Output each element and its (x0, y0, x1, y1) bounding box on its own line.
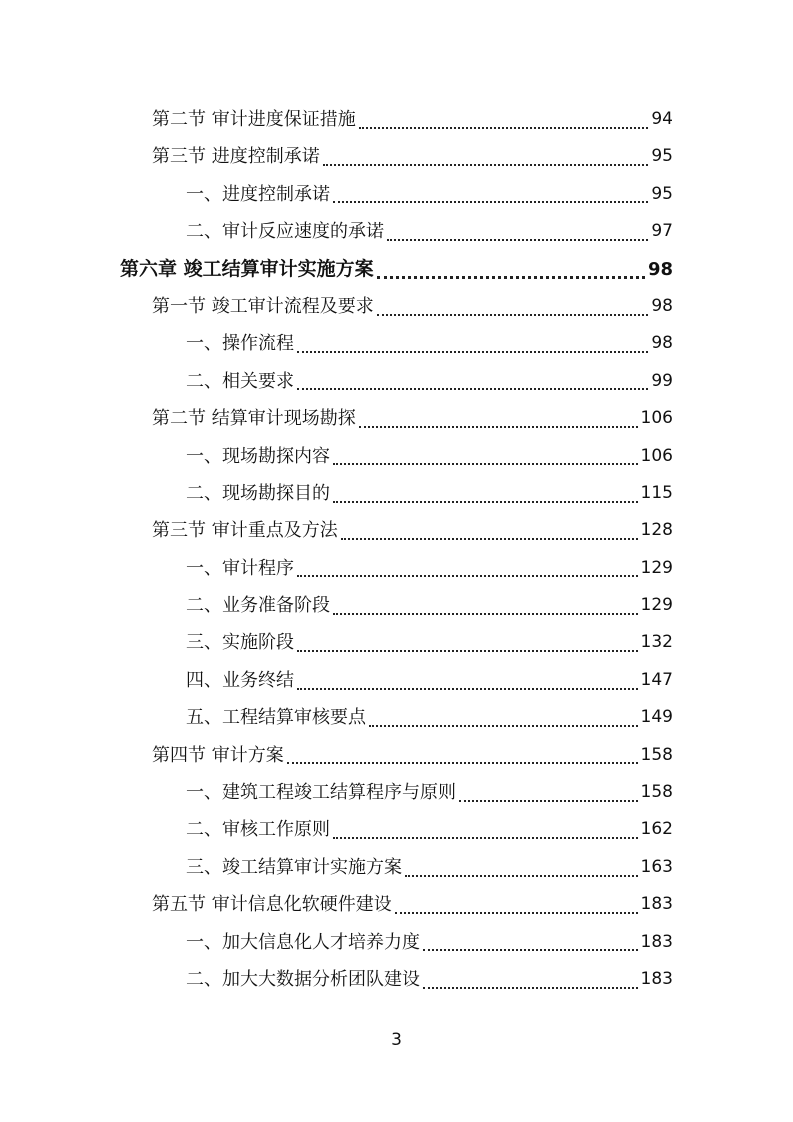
dot-leader (333, 837, 638, 839)
toc-entry[interactable] (0, 363, 793, 400)
dot-leader (297, 388, 648, 390)
toc-entry-label: 第二节 审计进度保证措施 (152, 109, 356, 130)
toc-entry-page: 97 (651, 221, 673, 242)
toc-entry[interactable] (0, 849, 793, 886)
dot-leader (377, 314, 649, 316)
toc-entry-label: 三、竣工结算审计实施方案 (186, 856, 402, 878)
toc-entry-page: 158 (640, 744, 673, 765)
toc-entry-page: 149 (640, 707, 673, 728)
toc-entry-page: 183 (640, 968, 673, 989)
dot-leader (333, 613, 638, 615)
toc-entry-label: 四、业务终结 (186, 669, 294, 691)
dot-leader (297, 688, 638, 690)
toc-entry-page: 183 (640, 894, 673, 915)
dot-leader (405, 875, 638, 877)
dot-leader (333, 463, 638, 465)
toc-entry-page: 98 (651, 295, 673, 316)
toc-entry[interactable] (0, 662, 793, 699)
toc-entry[interactable] (0, 587, 793, 624)
toc-entry[interactable] (0, 924, 793, 961)
dot-leader (369, 725, 638, 727)
dot-leader (297, 575, 638, 577)
toc-entry-page: 163 (640, 856, 673, 877)
toc-entry-page: 147 (640, 669, 673, 690)
toc-entry[interactable] (0, 176, 793, 213)
toc-entry-page: 98 (647, 258, 673, 280)
toc-entry-page: 115 (640, 482, 673, 503)
dot-leader (395, 912, 638, 914)
toc-entry-label: 第三节 进度控制承诺 (152, 146, 320, 168)
dot-leader (459, 800, 638, 802)
toc-entry-label: 一、进度控制承诺 (186, 183, 330, 205)
toc-entry-page: 158 (640, 782, 673, 803)
toc-entry-label: 第四节 审计方案 (152, 744, 284, 766)
toc-entry[interactable] (0, 138, 793, 175)
table-of-contents (0, 101, 793, 998)
toc-entry[interactable] (0, 624, 793, 661)
dot-leader (333, 201, 648, 203)
toc-entry[interactable] (0, 288, 793, 325)
toc-entry[interactable] (0, 213, 793, 250)
dot-leader (341, 538, 638, 540)
toc-entry[interactable] (0, 737, 793, 774)
toc-entry-page: 95 (651, 146, 673, 167)
dot-leader (377, 276, 645, 279)
toc-entry-page: 106 (640, 445, 673, 466)
toc-entry-page: 128 (640, 520, 673, 541)
dot-leader (297, 650, 638, 652)
toc-entry-label: 一、审计程序 (186, 557, 294, 579)
dot-leader (323, 164, 649, 166)
toc-entry[interactable] (0, 774, 793, 811)
toc-entry-page: 162 (640, 819, 673, 840)
toc-entry-label: 五、工程结算审核要点 (186, 707, 366, 729)
dot-leader (387, 239, 648, 241)
toc-entry[interactable] (0, 811, 793, 848)
toc-entry[interactable] (0, 886, 793, 923)
toc-entry-page: 98 (651, 333, 673, 354)
toc-entry-label: 二、业务准备阶段 (186, 595, 330, 617)
toc-entry-page: 129 (640, 595, 673, 616)
toc-entry-label: 一、建筑工程竣工结算程序与原则 (186, 782, 456, 804)
toc-entry-label: 一、操作流程 (186, 333, 294, 355)
toc-entry-label: 二、审核工作原则 (186, 819, 330, 841)
toc-entry[interactable] (0, 512, 793, 549)
toc-entry-page: 106 (640, 408, 673, 429)
toc-entry[interactable] (0, 475, 793, 512)
toc-entry[interactable] (0, 438, 793, 475)
page-number: 3 (391, 1030, 402, 1050)
toc-entry-label: 二、加大大数据分析团队建设 (186, 968, 420, 990)
toc-entry-label: 第六章 竣工结算审计实施方案 (120, 257, 374, 280)
toc-entry-label: 三、实施阶段 (186, 632, 294, 654)
toc-entry[interactable] (0, 251, 793, 288)
toc-entry[interactable] (0, 101, 793, 138)
dot-leader (333, 501, 638, 503)
toc-entry-label: 第二节 结算审计现场勘探 (152, 408, 356, 430)
dot-leader (423, 987, 638, 989)
dot-leader (359, 426, 638, 428)
toc-entry[interactable] (0, 699, 793, 736)
toc-entry-label: 二、审计反应速度的承诺 (186, 221, 384, 243)
toc-entry-page: 95 (651, 183, 673, 204)
dot-leader (287, 762, 638, 764)
dot-leader (423, 949, 638, 951)
toc-entry-page: 94 (651, 109, 673, 129)
toc-entry[interactable] (0, 550, 793, 587)
toc-entry-label: 第一节 竣工审计流程及要求 (152, 295, 374, 317)
toc-entry-page: 129 (640, 557, 673, 578)
toc-entry[interactable] (0, 961, 793, 998)
toc-entry-page: 132 (640, 632, 673, 653)
toc-entry-label: 第三节 审计重点及方法 (152, 520, 338, 542)
toc-entry-page: 99 (651, 370, 673, 391)
toc-entry-label: 第五节 审计信息化软硬件建设 (152, 894, 392, 916)
toc-entry[interactable] (0, 400, 793, 437)
toc-entry-label: 一、加大信息化人才培养力度 (186, 931, 420, 953)
toc-entry-label: 二、现场勘探目的 (186, 482, 330, 504)
toc-entry-label: 一、现场勘探内容 (186, 445, 330, 467)
dot-leader (359, 127, 649, 129)
toc-entry[interactable] (0, 325, 793, 362)
dot-leader (297, 351, 648, 353)
toc-entry-page: 183 (640, 931, 673, 952)
toc-entry-label: 二、相关要求 (186, 370, 294, 392)
